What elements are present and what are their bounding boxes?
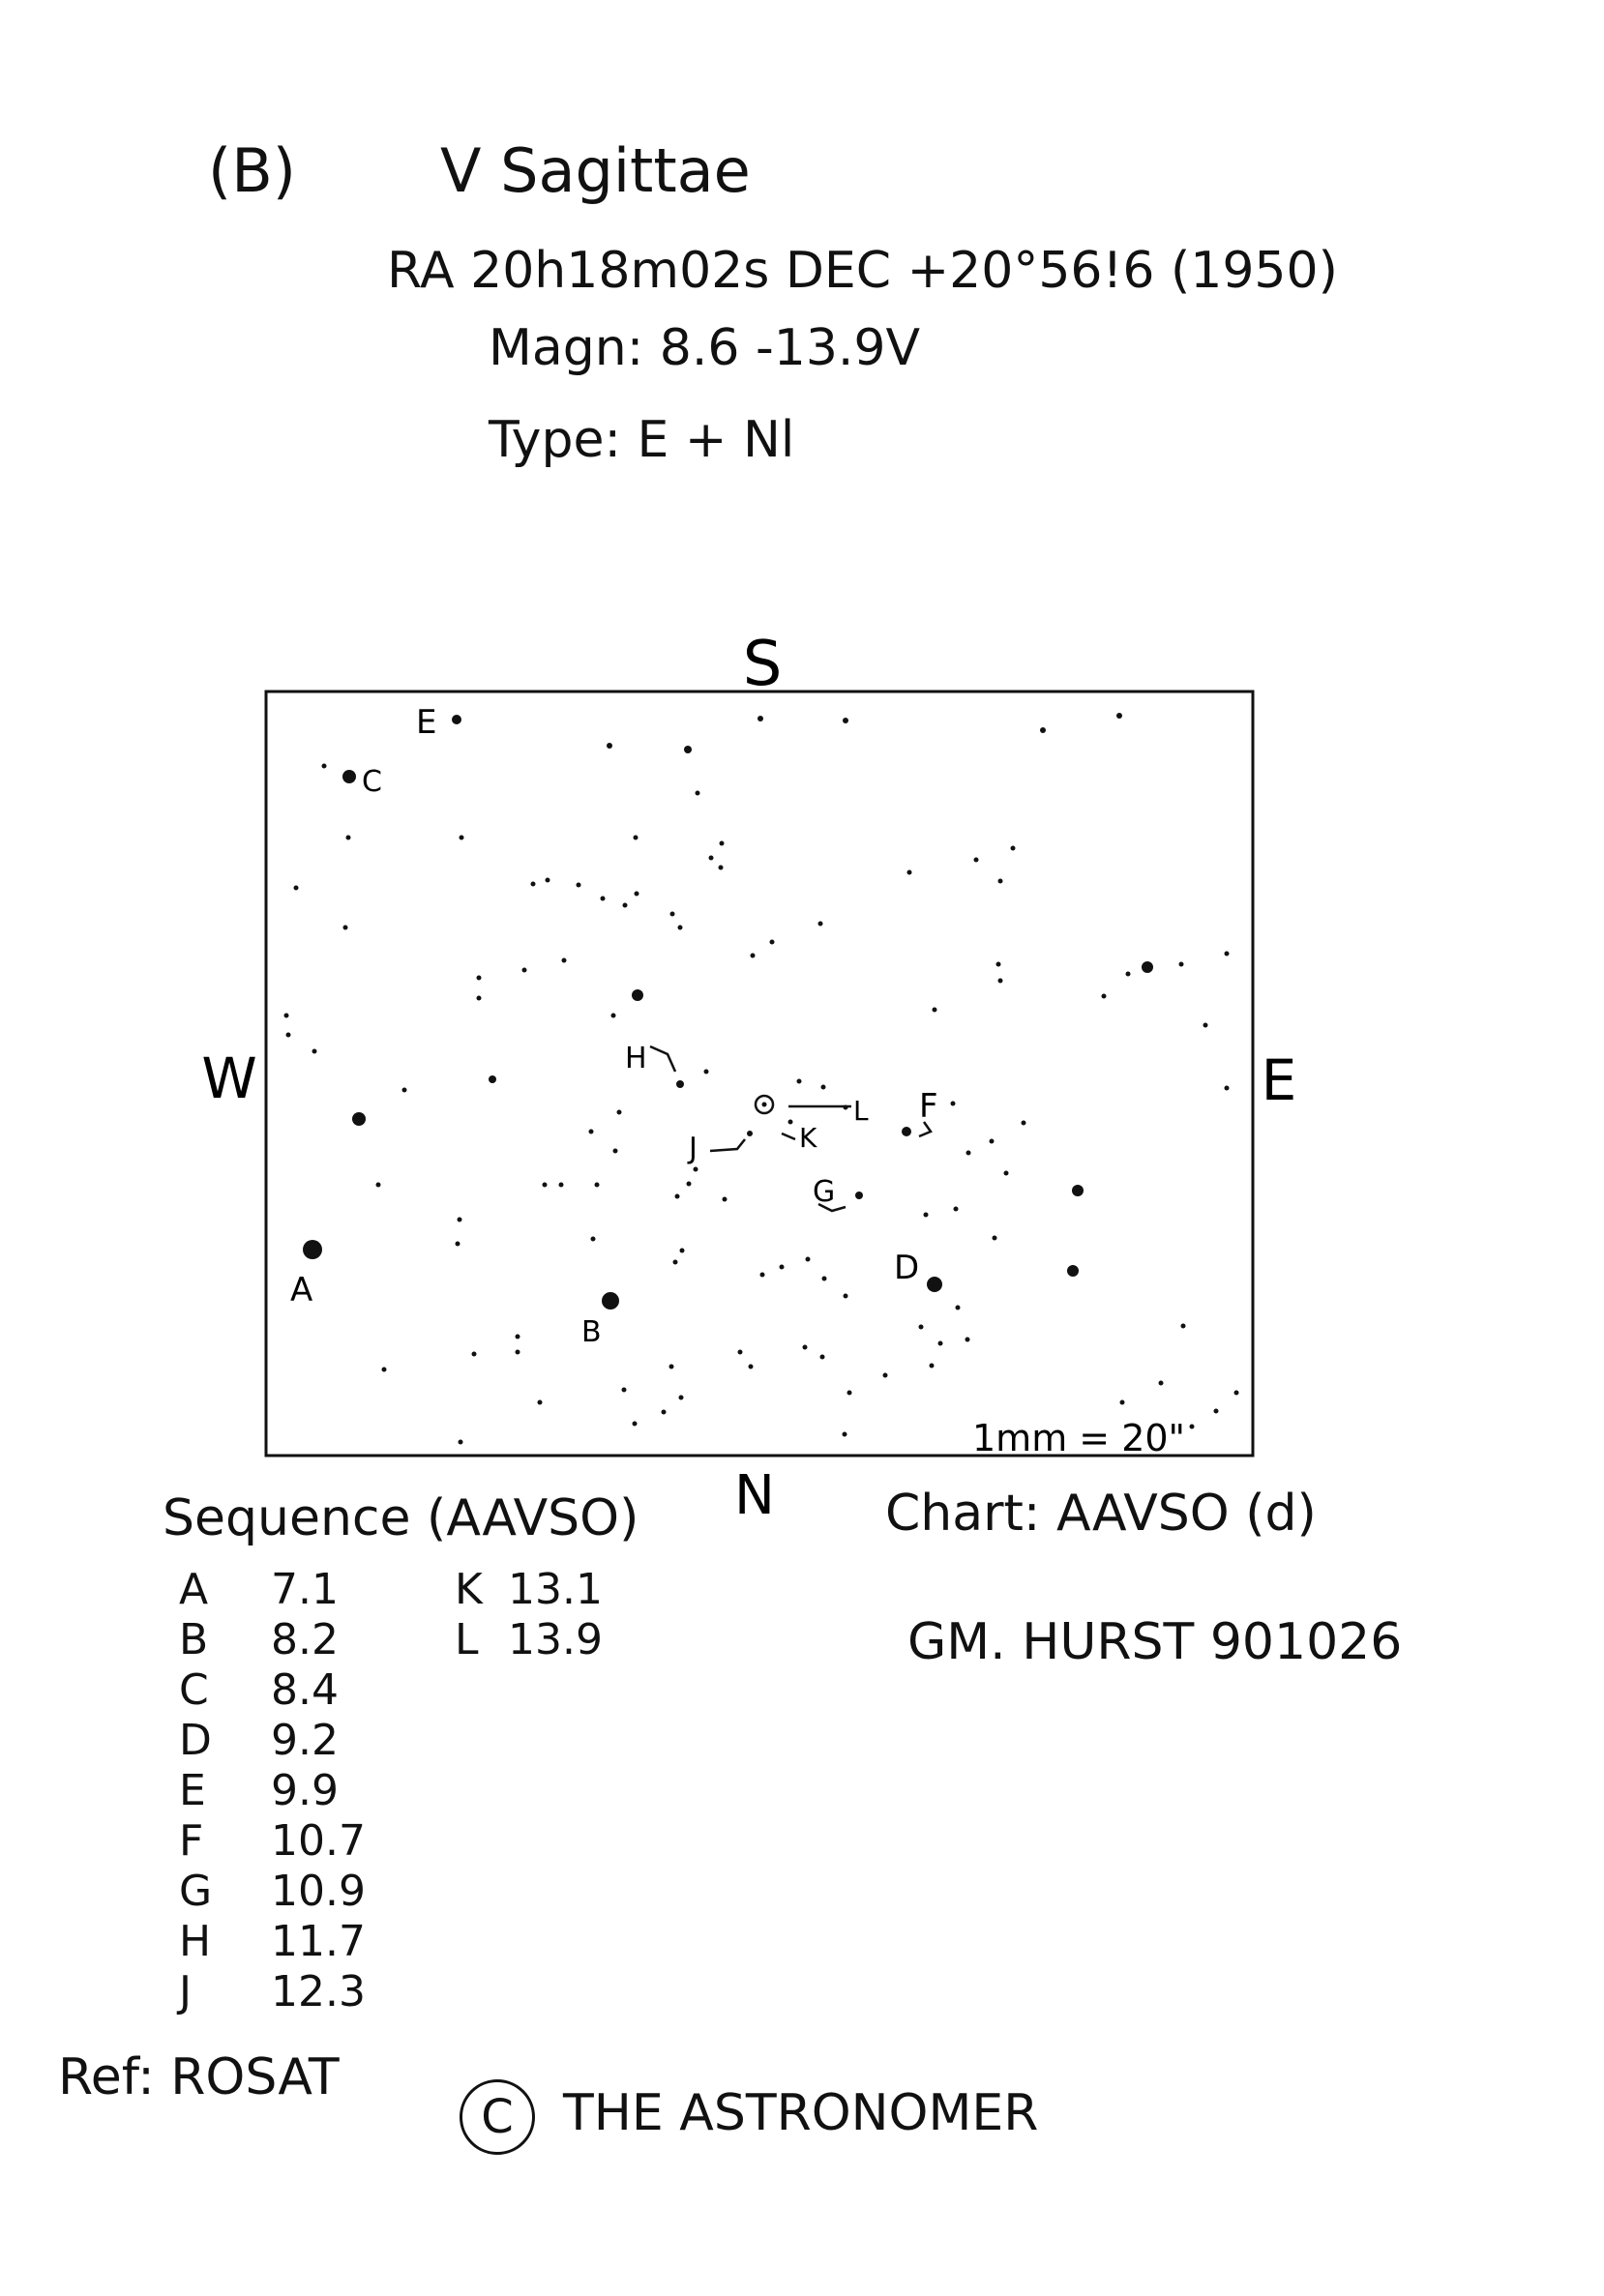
sequence-star: H (179, 1917, 212, 1966)
sequence-mag: 10.7 (271, 1816, 366, 1866)
star-D (927, 1277, 942, 1292)
chart-source: Chart: AAVSO (d) (885, 1485, 1317, 1543)
magnitude-range: Magn: 8.6 -13.9V (489, 319, 921, 377)
sequence-title: Sequence (AAVSO) (163, 1489, 639, 1547)
star-B (602, 1292, 619, 1310)
sequence-mag: 9.9 (271, 1766, 339, 1815)
sequence-row (179, 1665, 339, 1715)
field-stars (284, 713, 1239, 1445)
sequence-star: A (179, 1565, 209, 1614)
sequence-row (179, 1615, 339, 1664)
sequence-row (179, 1565, 339, 1614)
copyright-icon: C (460, 2079, 535, 2155)
star-H (676, 1080, 684, 1088)
sequence-row (179, 1766, 339, 1815)
sequence-row (179, 1867, 366, 1916)
sequence-star: K (455, 1565, 483, 1614)
star-E (452, 715, 461, 724)
direction-west: W (201, 1045, 257, 1111)
sequence-star: F (179, 1816, 204, 1866)
sequence-star: C (179, 1665, 209, 1715)
label-E: E (416, 703, 437, 742)
star-G (855, 1192, 863, 1199)
label-F: F (919, 1087, 938, 1126)
coordinates: RA 20h18m02s DEC +20°56!6 (1950) (387, 242, 1338, 300)
direction-east: E (1261, 1047, 1297, 1113)
star-J (747, 1131, 753, 1136)
label-J: J (689, 1132, 698, 1165)
sequence-mag: 8.4 (271, 1665, 339, 1715)
sequence-mag: 10.9 (271, 1867, 366, 1916)
sequence-row (179, 1716, 339, 1765)
label-B: B (581, 1315, 602, 1349)
sequence-mag: 13.1 (508, 1565, 603, 1614)
direction-north: N (734, 1464, 775, 1527)
star-F (902, 1127, 911, 1136)
sequence-mag: 13.9 (508, 1615, 603, 1664)
scale-label: 1mm = 20" (972, 1417, 1186, 1459)
sequence-row (455, 1615, 603, 1664)
label-D: D (894, 1249, 920, 1287)
sequence-mag: 9.2 (271, 1716, 339, 1765)
copyright-text: THE ASTRONOMER (563, 2084, 1039, 2142)
star-A (303, 1240, 322, 1259)
sequence-star: J (179, 1967, 192, 2016)
sequence-star: L (455, 1615, 479, 1664)
label-K: K (799, 1122, 817, 1154)
label-C: C (362, 765, 382, 799)
sequence-star: G (179, 1867, 213, 1916)
sequence-row (179, 1917, 366, 1966)
sequence-row (179, 1816, 366, 1866)
sequence-row (179, 1967, 366, 2016)
chart-frame (266, 692, 1253, 1456)
sequence-star: D (179, 1716, 212, 1765)
chart-label: (B) (208, 135, 296, 206)
sequence-mag: 11.7 (271, 1917, 366, 1966)
label-H: H (625, 1042, 647, 1075)
label-L: L (853, 1095, 869, 1127)
sequence-mag: 8.2 (271, 1615, 339, 1664)
star-C (342, 770, 356, 783)
label-pointers (650, 1046, 931, 1211)
direction-south: S (742, 629, 783, 700)
reference: Ref: ROSAT (58, 2048, 340, 2106)
label-A: A (290, 1271, 313, 1310)
sequence-star: E (179, 1766, 206, 1815)
variable-type: Type: E + Nl (489, 411, 795, 469)
sequence-star: B (179, 1615, 209, 1664)
author-date: GM. HURST 901026 (907, 1613, 1403, 1671)
sequence-row (455, 1565, 603, 1614)
label-G: G (813, 1175, 836, 1209)
star-name: V Sagittae (440, 135, 751, 206)
sequence-mag: 7.1 (271, 1565, 339, 1614)
sequence-mag: 12.3 (271, 1967, 366, 2016)
